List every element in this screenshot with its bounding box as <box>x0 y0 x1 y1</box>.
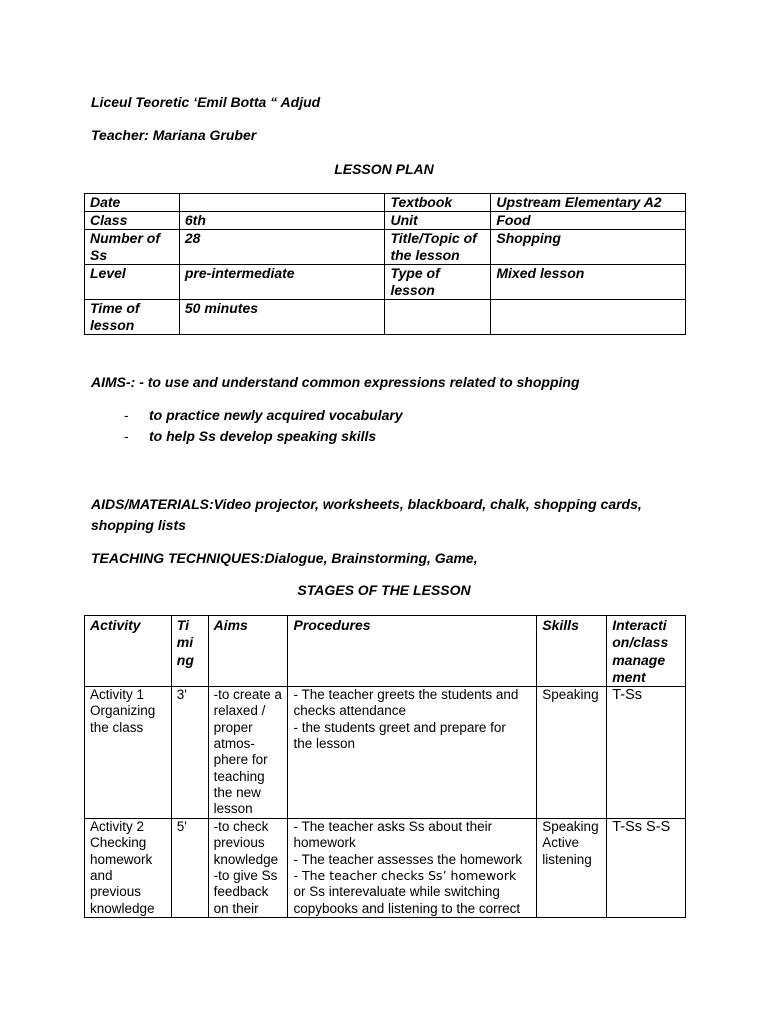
info-cell: pre-intermediate <box>179 265 385 300</box>
cell-activity: Activity 1 Organizing the class <box>85 687 172 819</box>
info-cell: Unit <box>385 212 491 230</box>
cell-skills: Speaking Active listening <box>537 819 607 918</box>
procedure-line: - The teacher asks Ss about their <box>293 819 493 835</box>
table-row <box>85 687 686 819</box>
info-cell: Food <box>491 212 686 230</box>
header-interaction: Interacti on/class manage ment <box>607 616 686 687</box>
header-activity: Activity <box>85 616 172 687</box>
procedure-line: the lesson <box>293 736 356 752</box>
cell-timing: 3' <box>171 687 208 819</box>
stages-table <box>84 615 686 918</box>
procedure-line: - the students greet and prepare for <box>293 719 506 735</box>
info-cell: Type of lesson <box>385 265 491 300</box>
info-cell: Title/Topic of the lesson <box>385 230 491 265</box>
info-cell <box>385 300 491 335</box>
header-timing: Ti mi ng <box>171 616 208 687</box>
procedure-line: homework <box>293 835 356 851</box>
procedure-line: or Ss interevaluate while switching <box>293 884 500 900</box>
cell-procedures <box>288 819 537 918</box>
info-cell: 50 minutes <box>179 300 385 335</box>
list-item: - to help Ss develop speaking skills <box>124 426 403 447</box>
procedure-line: - The teacher assesses the homework <box>293 851 523 867</box>
list-item: - to practice newly acquired vocabulary <box>124 405 403 426</box>
info-cell: Mixed lesson <box>491 265 686 300</box>
info-cell: Date <box>85 194 180 212</box>
cell-interaction: T-Ss S-S <box>607 819 686 918</box>
aims-intro: AIMS-: - to use and understand common expressions related to shopping <box>91 374 580 390</box>
cell-aims: -to check previous knowledge -to give Ss feedback on their <box>208 819 288 918</box>
cell-interaction: T-Ss <box>607 687 686 819</box>
info-cell: Time of lesson <box>85 300 180 335</box>
cell-skills: Speaking <box>537 687 607 819</box>
procedure-line: - The teacher checks Ss’ homework <box>293 868 517 884</box>
page-title: LESSON PLAN <box>334 161 434 177</box>
info-row <box>85 230 686 265</box>
header-skills: Skills <box>537 616 607 687</box>
info-cell: Upstream Elementary A2 <box>491 194 686 212</box>
teacher-name: Teacher: Mariana Gruber <box>91 127 257 143</box>
aims-list <box>124 405 403 447</box>
info-cell: Shopping <box>491 230 686 265</box>
teaching-techniques: TEACHING TECHNIQUES:Dialogue, Brainstorming, Game, <box>91 550 478 566</box>
aids-materials: AIDS/MATERIALS:Video projector, worksheets, blackboard, chalk, shopping cards, shopping lists <box>91 496 642 533</box>
info-row <box>85 212 686 230</box>
table-header-row <box>85 616 686 687</box>
lesson-info-table <box>84 193 686 335</box>
info-cell: Level <box>85 265 180 300</box>
info-cell: 28 <box>179 230 385 265</box>
info-cell <box>179 194 385 212</box>
procedure-line: copybooks and listening to the correct <box>293 900 521 916</box>
info-cell: Class <box>85 212 180 230</box>
info-row <box>85 194 686 212</box>
header-aims: Aims <box>208 616 288 687</box>
info-cell <box>491 300 686 335</box>
cell-activity: Activity 2 Checking homework and previous knowledge <box>85 819 172 918</box>
procedure-line: - The teacher greets the students and <box>293 687 519 703</box>
cell-timing: 5' <box>171 819 208 918</box>
info-row <box>85 300 686 335</box>
procedure-line: checks attendance <box>293 703 407 719</box>
school-name: Liceul Teoretic ‘Emil Botta “ Adjud <box>91 94 321 110</box>
info-cell: 6th <box>179 212 385 230</box>
info-cell: Textbook <box>385 194 491 212</box>
info-cell: Number of Ss <box>85 230 180 265</box>
stages-title: STAGES OF THE LESSON <box>297 582 471 598</box>
header-procedures: Procedures <box>288 616 537 687</box>
table-row <box>85 819 686 918</box>
cell-procedures <box>288 687 537 819</box>
cell-aims: -to create a relaxed / proper atmos-phere for teaching the new lesson <box>208 687 288 819</box>
info-row <box>85 265 686 300</box>
